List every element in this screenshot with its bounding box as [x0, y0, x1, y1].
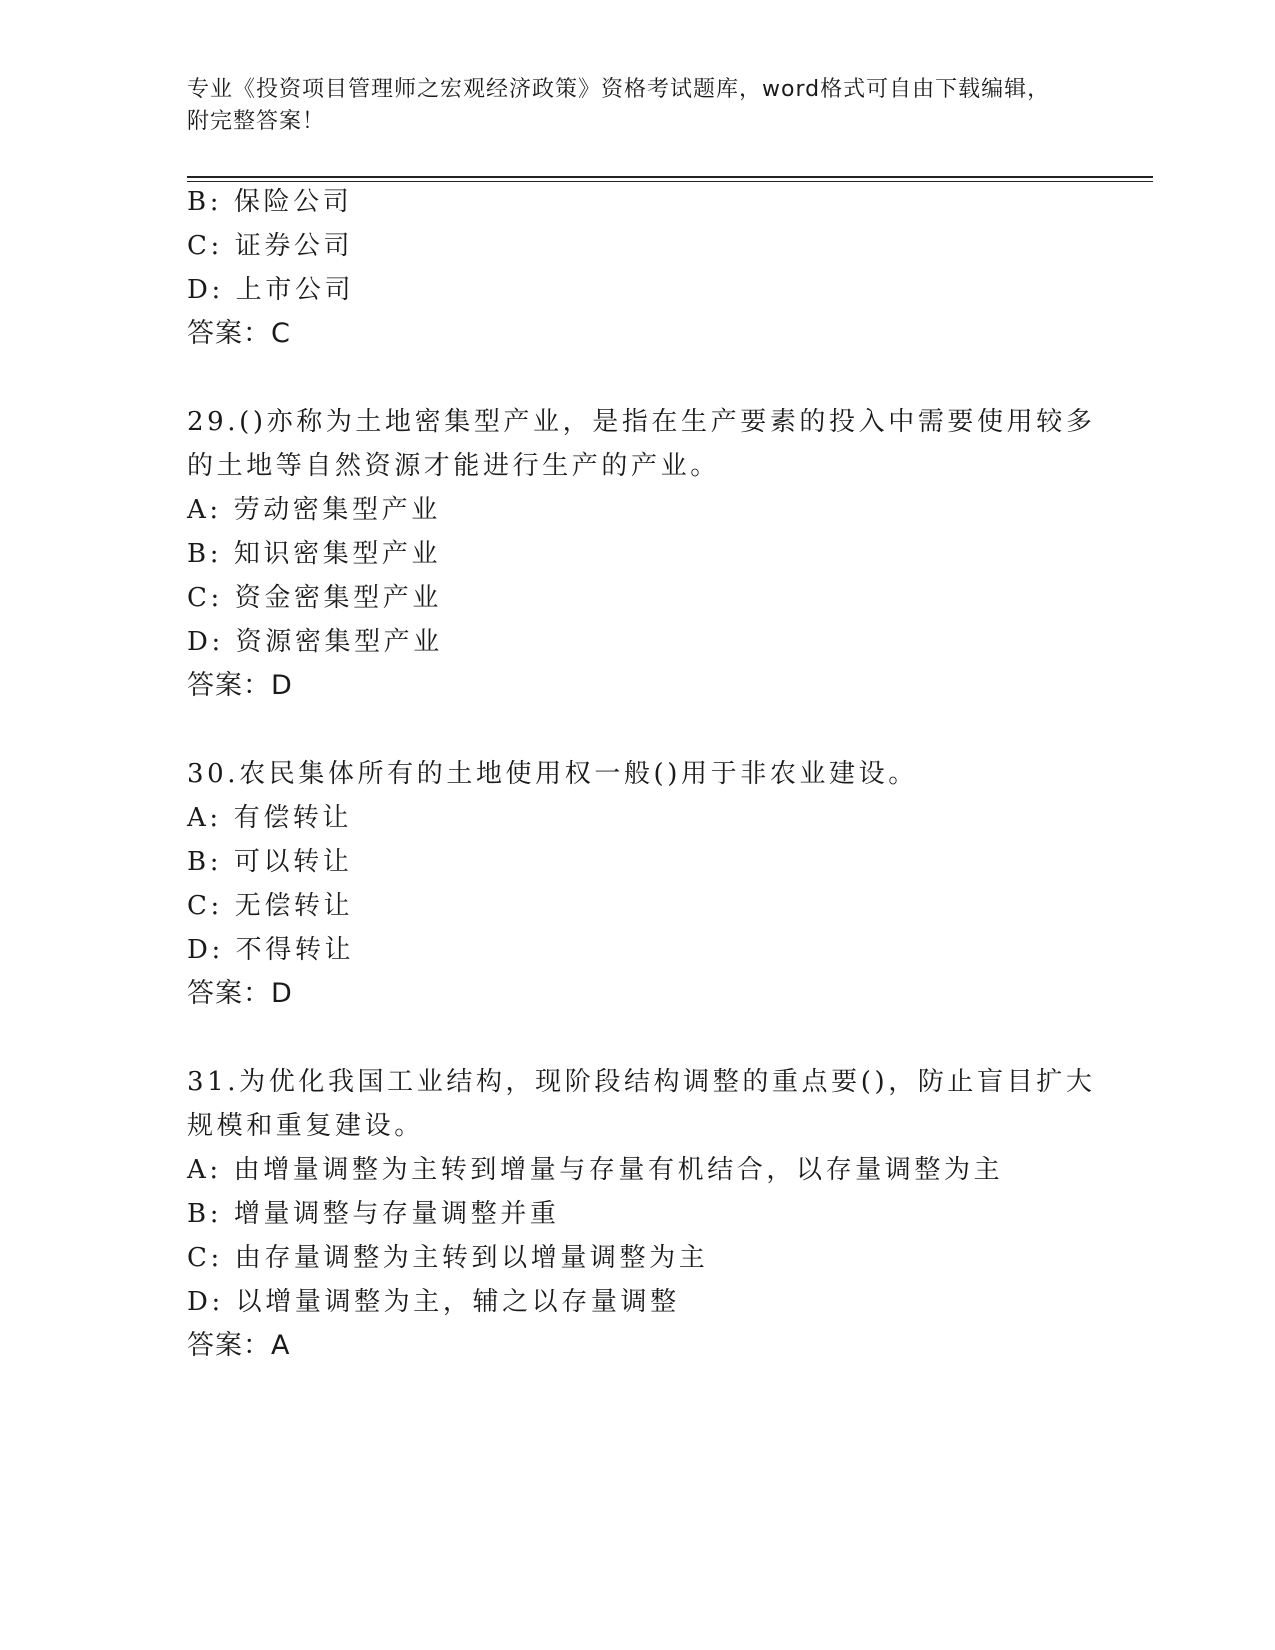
question-stem: 29.()亦称为土地密集型产业，是指在生产要素的投入中需要使用较多 [187, 407, 1096, 437]
answer: 答案：A [187, 1330, 291, 1361]
option-c: C: 资金密集型产业 [187, 583, 442, 613]
question-stem-cont: 规模和重复建设。 [187, 1111, 424, 1141]
header-rule-thick [187, 176, 1153, 178]
option-a: A: 有偿转让 [187, 803, 353, 833]
question-stem-cont: 的土地等自然资源才能进行生产的产业。 [187, 451, 720, 481]
option-b: B: 增量调整与存量调整并重 [187, 1199, 560, 1229]
option-b: B: 保险公司 [187, 187, 353, 217]
option-d: D: 以增量调整为主，辅之以存量调整 [187, 1287, 680, 1317]
option-c: C: 无偿转让 [187, 891, 354, 921]
option-a: A: 由增量调整为主转到增量与存量有机结合，以存量调整为主 [187, 1155, 1004, 1185]
document-header: 专业《投资项目管理师之宏观经济政策》资格考试题库，word格式可自由下载编辑，附完整答案！ [187, 77, 1051, 134]
answer: 答案：C [187, 318, 291, 349]
question-stem: 31.为优化我国工业结构，现阶段结构调整的重点要()，防止盲目扩大 [187, 1067, 1096, 1097]
option-b: B: 可以转让 [187, 847, 353, 877]
header-rule-thin [187, 181, 1153, 182]
option-c: C: 由存量调整为主转到以增量调整为主 [187, 1243, 709, 1273]
question-stem: 30.农民集体所有的土地使用权一般()用于非农业建设。 [187, 759, 918, 789]
option-d: D: 资源密集型产业 [187, 627, 443, 657]
option-c: C: 证券公司 [187, 231, 354, 261]
option-d: D: 上市公司 [187, 275, 355, 305]
option-a: A: 劳动密集型产业 [187, 495, 441, 525]
answer: 答案：D [187, 978, 293, 1009]
option-b: B: 知识密集型产业 [187, 539, 442, 569]
answer: 答案：D [187, 670, 293, 701]
option-d: D: 不得转让 [187, 935, 355, 965]
